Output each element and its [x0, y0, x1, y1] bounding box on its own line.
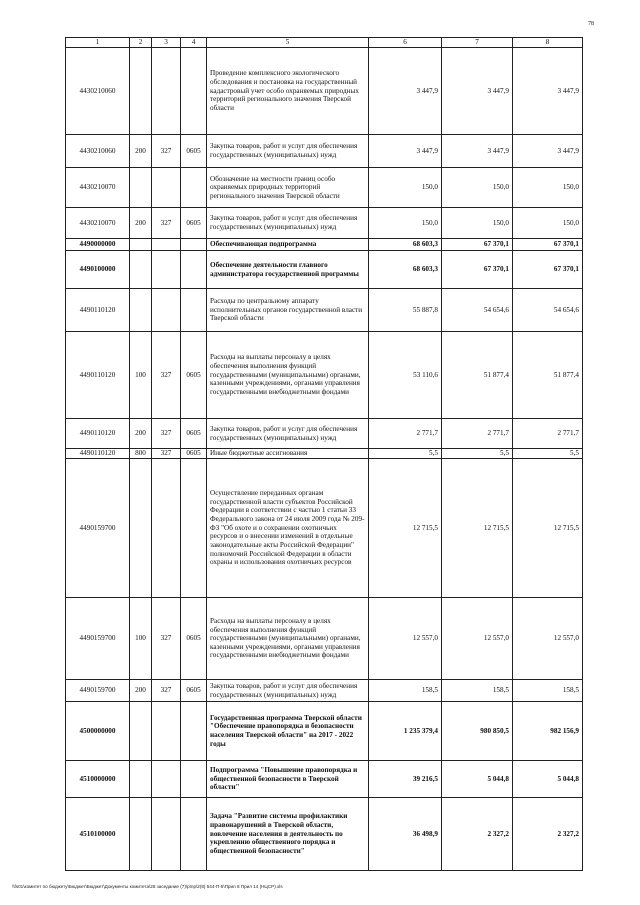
row-section-code: 0605	[181, 135, 207, 168]
row-ministry-code: 327	[152, 419, 181, 449]
row-ministry-code	[152, 239, 181, 251]
row-expense-type: 100	[130, 598, 152, 680]
row-amount-col8: 150,0	[513, 168, 583, 208]
table-row	[66, 449, 583, 459]
row-amount-col6: 68 603,3	[369, 251, 442, 289]
row-amount-col7: 3 447,9	[442, 48, 513, 135]
row-expense-type: 100	[130, 332, 152, 419]
row-description: Задача "Развитие системы профилактики правонарушений в Тверской области, вовлечение населения в деятельность по укреплению общественного порядка и общественной безопасности"	[207, 798, 369, 871]
header-cell: 3	[152, 38, 181, 48]
row-description: Обеспечение деятельности главного администратора государственной программы	[207, 251, 369, 289]
table-body	[66, 38, 583, 871]
table-row	[66, 702, 583, 761]
row-amount-col7: 3 447,9	[442, 135, 513, 168]
row-code: 4490110120	[66, 419, 130, 449]
row-code: 4490110120	[66, 449, 130, 459]
row-code: 4490159700	[66, 680, 130, 702]
row-expense-type	[130, 48, 152, 135]
row-amount-col7: 150,0	[442, 208, 513, 239]
row-section-code	[181, 239, 207, 251]
row-amount-col8: 67 370,1	[513, 251, 583, 289]
table-row	[66, 680, 583, 702]
row-description: Расходы на выплаты персоналу в целях обеспечения выполнения функций государственными (муниципальными) органами, казенными учреждениями, органами управления государственными внебюджетными фондами	[207, 332, 369, 419]
row-code: 4490100000	[66, 251, 130, 289]
row-expense-type	[130, 702, 152, 761]
row-description: Закупка товаров, работ и услуг для обеспечения государственных (муниципальных) нужд	[207, 135, 369, 168]
row-amount-col8: 51 877,4	[513, 332, 583, 419]
row-expense-type: 200	[130, 208, 152, 239]
row-description: Закупка товаров, работ и услуг для обеспечения государственных (муниципальных) нужд	[207, 208, 369, 239]
budget-table	[65, 37, 583, 871]
row-expense-type	[130, 289, 152, 332]
row-description: Расходы по центральному аппарату исполнительных органов государственной власти Тверской области	[207, 289, 369, 332]
row-ministry-code: 327	[152, 598, 181, 680]
row-amount-col6: 68 603,3	[369, 239, 442, 251]
row-ministry-code	[152, 798, 181, 871]
header-cell: 4	[181, 38, 207, 48]
row-amount-col6: 3 447,9	[369, 48, 442, 135]
row-amount-col7: 67 370,1	[442, 251, 513, 289]
header-cell: 8	[513, 38, 583, 48]
row-amount-col7: 150,0	[442, 168, 513, 208]
row-description: Обеспечивающая подпрограмма	[207, 239, 369, 251]
row-amount-col8: 3 447,9	[513, 135, 583, 168]
row-amount-col8: 982 156,9	[513, 702, 583, 761]
row-section-code: 0605	[181, 419, 207, 449]
table-row	[66, 289, 583, 332]
row-ministry-code: 327	[152, 680, 181, 702]
row-description: Расходы на выплаты персоналу в целях обеспечения выполнения функций государственными (муниципальными) органами, казенными учреждениями, органами управления государственными внебюджетными фондами	[207, 598, 369, 680]
row-amount-col8: 67 370,1	[513, 239, 583, 251]
table-row	[66, 135, 583, 168]
row-amount-col7: 12 715,5	[442, 459, 513, 598]
row-amount-col6: 150,0	[369, 168, 442, 208]
row-section-code	[181, 702, 207, 761]
row-expense-type	[130, 761, 152, 798]
row-ministry-code	[152, 459, 181, 598]
row-section-code: 0605	[181, 208, 207, 239]
row-section-code	[181, 251, 207, 289]
row-amount-col7: 12 557,0	[442, 598, 513, 680]
row-ministry-code: 327	[152, 332, 181, 419]
row-ministry-code: 327	[152, 208, 181, 239]
row-code: 4510100000	[66, 798, 130, 871]
row-section-code	[181, 798, 207, 871]
row-amount-col7: 2 771,7	[442, 419, 513, 449]
row-expense-type: 200	[130, 135, 152, 168]
header-cell: 5	[207, 38, 369, 48]
row-amount-col7: 980 850,5	[442, 702, 513, 761]
row-description: Подпрограмма "Повышение правопорядка и общественной безопасности в Тверской области"	[207, 761, 369, 798]
row-amount-col6: 39 216,5	[369, 761, 442, 798]
row-expense-type	[130, 459, 152, 598]
row-amount-col6: 3 447,9	[369, 135, 442, 168]
row-amount-col6: 158,5	[369, 680, 442, 702]
row-section-code	[181, 48, 207, 135]
row-ministry-code	[152, 289, 181, 332]
row-ministry-code: 327	[152, 135, 181, 168]
row-amount-col7: 5,5	[442, 449, 513, 459]
table-row	[66, 761, 583, 798]
table-row	[66, 251, 583, 289]
page-number: 78	[588, 21, 594, 27]
row-expense-type	[130, 239, 152, 251]
row-code: 4430210060	[66, 48, 130, 135]
row-section-code	[181, 459, 207, 598]
row-amount-col8: 12 715,5	[513, 459, 583, 598]
row-amount-col8: 12 557,0	[513, 598, 583, 680]
row-expense-type: 800	[130, 449, 152, 459]
row-description: Обозначение на местности границ особо охраняемых природных территорий регионального значения Тверской области	[207, 168, 369, 208]
row-description: Закупка товаров, работ и услуг для обеспечения государственных (муниципальных) нужд	[207, 419, 369, 449]
row-amount-col6: 150,0	[369, 208, 442, 239]
row-amount-col8: 54 654,6	[513, 289, 583, 332]
row-ministry-code	[152, 702, 181, 761]
row-amount-col6: 12 557,0	[369, 598, 442, 680]
header-cell: 6	[369, 38, 442, 48]
row-ministry-code	[152, 48, 181, 135]
row-amount-col6: 12 715,5	[369, 459, 442, 598]
row-section-code	[181, 289, 207, 332]
row-ministry-code	[152, 168, 181, 208]
row-expense-type	[130, 798, 152, 871]
table-row	[66, 419, 583, 449]
row-description: Осуществление переданных органам государственной власти субъектов Российской Федерации в соответствии с частью 1 статьи 33 Федерального закона от 24 июля 2009 года № 209-ФЗ "Об охоте и о сохранении охотничьих ресурсов и о внесении изменений в отдельные законодательные акты Российской Федерации" полномочий Российской Федерации в области охраны и использования охотничьих ресурсов	[207, 459, 369, 598]
row-expense-type: 200	[130, 419, 152, 449]
row-ministry-code	[152, 761, 181, 798]
header-row	[66, 38, 583, 48]
row-section-code: 0605	[181, 449, 207, 459]
row-amount-col8: 2 771,7	[513, 419, 583, 449]
row-ministry-code	[152, 251, 181, 289]
row-code: 4490159700	[66, 459, 130, 598]
row-amount-col8: 158,5	[513, 680, 583, 702]
table-row	[66, 598, 583, 680]
row-amount-col7: 67 370,1	[442, 239, 513, 251]
row-amount-col6: 55 887,8	[369, 289, 442, 332]
row-description: Проведение комплексного экологического обследования и постановка на государственный кадастровый учет особо охраняемых природных территорий регионального значения Тверской области	[207, 48, 369, 135]
row-amount-col7: 51 877,4	[442, 332, 513, 419]
row-amount-col6: 2 771,7	[369, 419, 442, 449]
row-code: 4490110120	[66, 332, 130, 419]
row-code: 4500000000	[66, 702, 130, 761]
row-code: 4490000000	[66, 239, 130, 251]
row-section-code	[181, 761, 207, 798]
row-amount-col8: 150,0	[513, 208, 583, 239]
row-description: Государственная программа Тверской области "Обеспечение правопорядка и безопасности населения Тверской области" на 2017 - 2022 годы	[207, 702, 369, 761]
table-row	[66, 798, 583, 871]
row-amount-col6: 36 498,9	[369, 798, 442, 871]
row-expense-type	[130, 168, 152, 208]
table-row	[66, 48, 583, 135]
row-code: 4430210070	[66, 168, 130, 208]
row-code: 4510000000	[66, 761, 130, 798]
row-amount-col8: 2 327,2	[513, 798, 583, 871]
row-section-code: 0605	[181, 680, 207, 702]
row-section-code	[181, 168, 207, 208]
row-amount-col7: 158,5	[442, 680, 513, 702]
row-description: Иные бюджетные ассигнования	[207, 449, 369, 459]
row-code: 4430210060	[66, 135, 130, 168]
header-cell: 7	[442, 38, 513, 48]
table-row	[66, 459, 583, 598]
header-cell: 1	[66, 38, 130, 48]
row-expense-type	[130, 251, 152, 289]
footer-file-path: \\fs01\комитет по бюджету\Бюджет\Бюджет\Документы комитета\28 заседание (7)\р\пр\2(8) 544-П-5\Прил 8 Прил 14 (НЦСР).xls	[12, 884, 283, 889]
row-amount-col8: 3 447,9	[513, 48, 583, 135]
table-row	[66, 208, 583, 239]
row-code: 4430210070	[66, 208, 130, 239]
table-row	[66, 239, 583, 251]
row-amount-col6: 5,5	[369, 449, 442, 459]
row-ministry-code: 327	[152, 449, 181, 459]
row-section-code: 0605	[181, 598, 207, 680]
row-expense-type: 200	[130, 680, 152, 702]
row-amount-col7: 2 327,2	[442, 798, 513, 871]
row-amount-col7: 5 044,8	[442, 761, 513, 798]
row-section-code: 0605	[181, 332, 207, 419]
row-code: 4490110120	[66, 289, 130, 332]
table-row	[66, 332, 583, 419]
row-amount-col6: 53 110,6	[369, 332, 442, 419]
table-row	[66, 168, 583, 208]
row-amount-col6: 1 235 379,4	[369, 702, 442, 761]
row-description: Закупка товаров, работ и услуг для обеспечения государственных (муниципальных) нужд	[207, 680, 369, 702]
row-code: 4490159700	[66, 598, 130, 680]
row-amount-col8: 5 044,8	[513, 761, 583, 798]
header-cell: 2	[130, 38, 152, 48]
row-amount-col8: 5,5	[513, 449, 583, 459]
row-amount-col7: 54 654,6	[442, 289, 513, 332]
